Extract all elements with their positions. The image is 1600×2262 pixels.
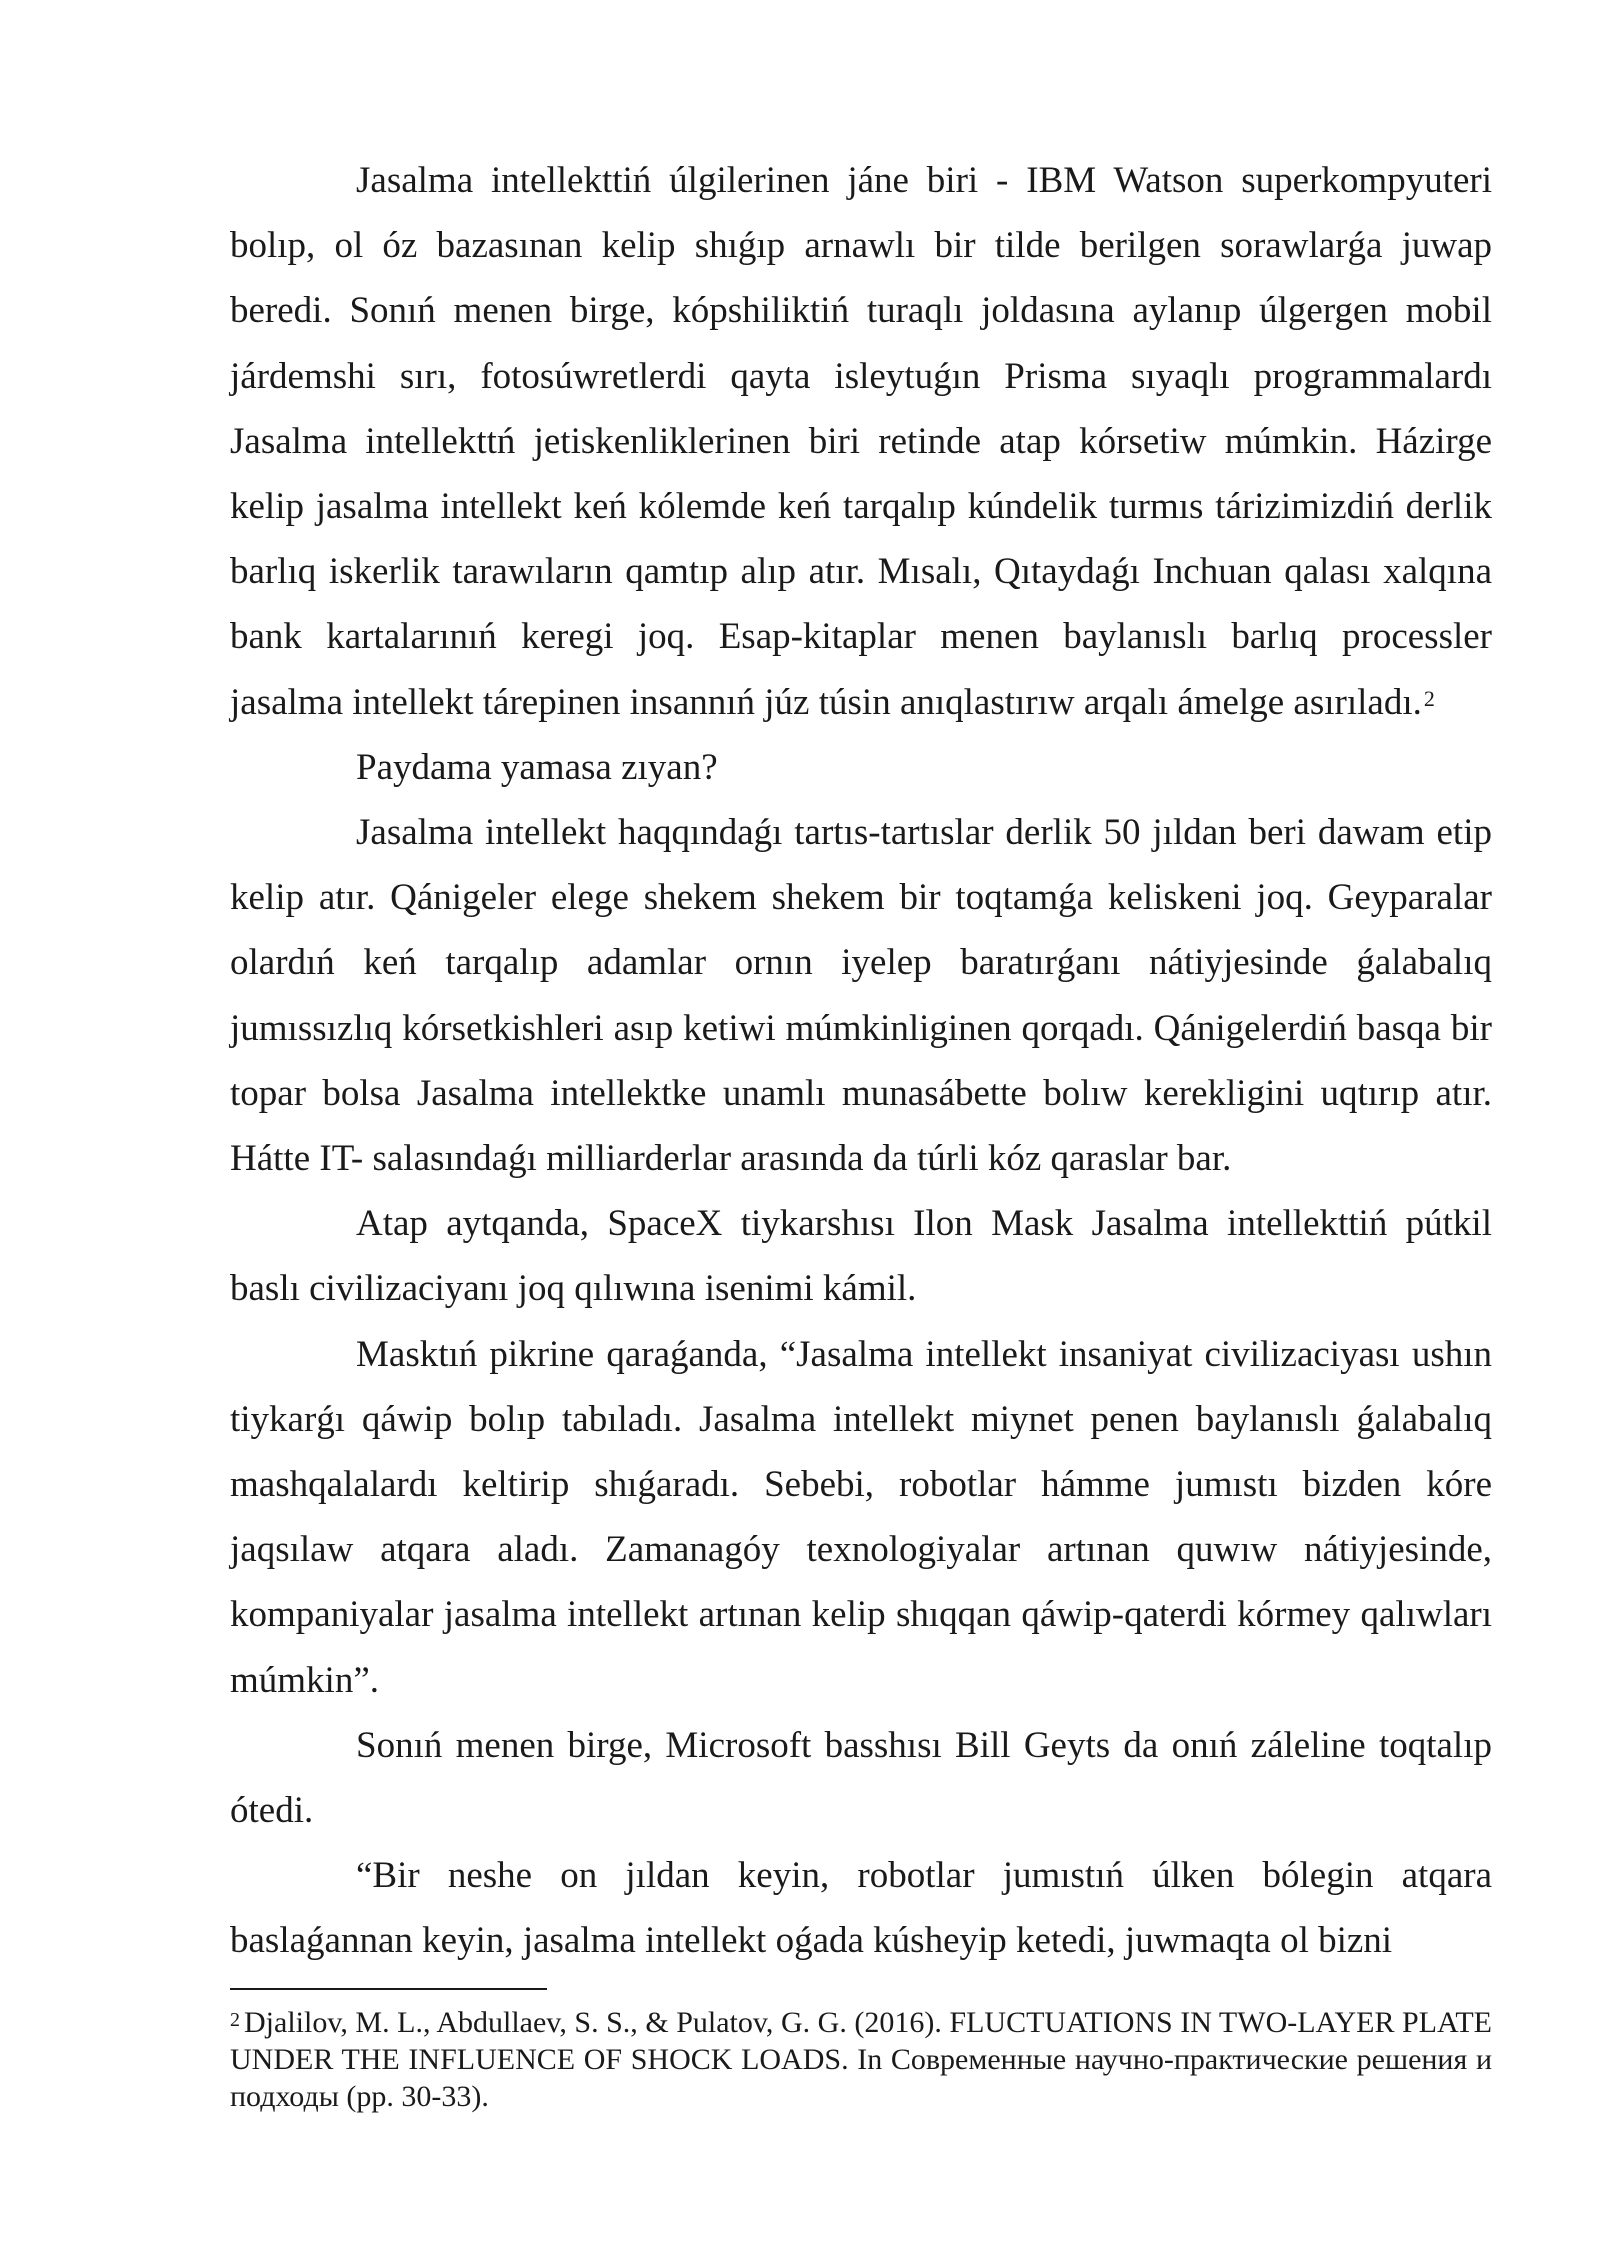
section-heading-benefit-or-harm: Paydama yamasa zıyan? [356,746,718,788]
footnote [230,2004,1492,2115]
footnote-text: Djalilov, M. L., Abdullaev, S. S., & Pulatov, G. G. (2016). FLUCTUATIONS IN TWO-LAYER PLATE UNDER THE INFLUENCE OF SHOCK LOADS. In Современные научно-практические решения и подходы (pp. 30-33). [230,2006,1492,2113]
paragraph-debate: Jasalma intellekt haqqındaǵı tartıs-tartıslar derlik 50 jıldan beri dawam etip kelip atır. Qánigeler elege shekem shekem bir toqtamǵa keliskeni joq. Geyparalar olardıń keń tarqalıp adamlar ornın iyelep baratırǵanı nátiyjesinde ǵalabalıq jumıssızlıq kórsetkishleri asıp ketiwi múmkinliginen qorqadı. Qánigelerdiń basqa bir topar bolsa Jasalma intellektke unamlı munasábette bolıw kerekligini uqtırıp atır. Hátte IT- salasındaǵı milliarderlar arasında da túrli kóz qaraslar bar. [230,812,1492,1180]
paragraph-ai-examples [230,148,1492,735]
paragraph-gates-quote: “Bir neshe on jıldan keyin, robotlar jumıstıń úlken bólegin atqara baslaǵannan keyin, jasalma intellekt oǵada kúsheyip ketedi, juwmaqta ol bizni [230,1855,1492,1962]
body-text [230,148,1492,1974]
footnote-reference[interactable]: 2 [1423,685,1435,711]
paragraph-musk-quote: Masktıń pikrine qaraǵanda, “Jasalma intellekt insaniyat civilizaciyası ushın tiykarǵı qáwip bolıp tabıladı. Jasalma intellekt miynet penen baylanıslı ǵalabalıq mashqalalardı keltirip shıǵaradı. Sebebi, robotlar hámme jumıstı bizden kóre jaqsılaw atqara aladı. Zamanagóy texnologiyalar artınan quwıw nátiyjesinde, kompaniyalar jasalma intellekt artınan kelip shıqqan qáwip-qaterdi kórmey qalıwları múmkin”. [230,1333,1492,1701]
footnote-mark: 2 [230,2009,240,2031]
paragraph-gates: Sonıń menen birge, Microsoft basshısı Bill Geyts da onıń záleline toqtalıp ótedi. [230,1724,1492,1832]
paragraph-musk: Atap aytqanda, SpaceX tiykarshısı Ilon Mask Jasalma intellekttiń pútkil baslı civilizaciyanı joq qılıwına isenimi kámil. [230,1203,1492,1310]
footnote-separator [230,1988,547,1990]
paragraph-text: Jasalma intellekttiń úlgilerinen jáne biri - IBM Watson superkompyuteri bolıp, ol óz bazasınan kelip shıǵıp arnawlı bir tilde berilgen sorawlarǵa juwap beredi. Sonıń menen birge, kópshiliktiń turaqlı joldasına aylanıp úlgergen mobil járdemshi sırı, fotosúwretlerdi qayta isleytuǵın Prisma sıyaqlı programmalardı Jasalma intellekttń jetiskenliklerinen biri retinde atap kórsetiw múmkin. Házirge kelip jasalma intellekt keń kólemde keń tarqalıp kúndelik turmıs tárizimizdiń derlik barlıq iskerlik tarawıların qamtıp alıp atır. Mısalı, Qıtaydaǵı Inchuan qalası xalqına bank kartalarınıń keregi joq. Esap-kitaplar menen baylanıslı barlıq processler jasalma intellekt tárepinen insannıń júz túsin anıqlastırıw arqalı ámelge asırıladı. [230,160,1492,723]
